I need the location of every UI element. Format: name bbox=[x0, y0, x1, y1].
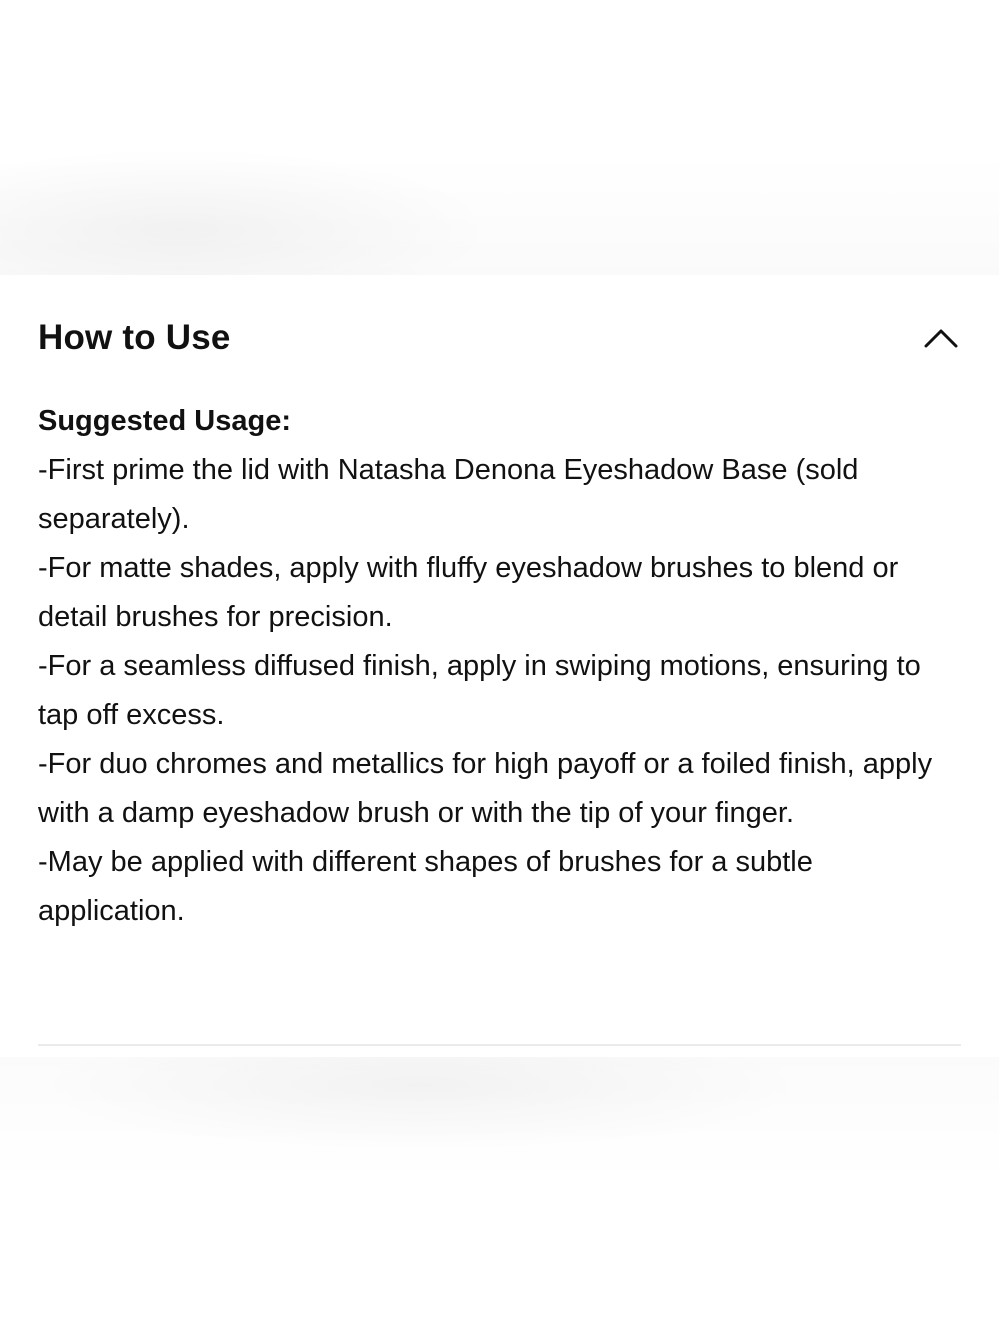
usage-line: -First prime the lid with Natasha Denona Eyeshadow Base (sold separately). bbox=[38, 454, 859, 535]
section-title: How to Use bbox=[38, 318, 231, 357]
usage-line: -For matte shades, apply with fluffy eyeshadow brushes to blend or detail brushes for precision. bbox=[38, 552, 899, 633]
usage-line: -For a seamless diffused finish, apply in swiping motions, ensuring to tap off excess. bbox=[38, 650, 921, 731]
section-content bbox=[38, 397, 938, 936]
background-shade-top bbox=[0, 150, 999, 280]
background-shade-bottom bbox=[0, 1055, 999, 1185]
collapse-toggle-button[interactable] bbox=[921, 318, 961, 358]
section-header[interactable] bbox=[38, 313, 961, 363]
chevron-up-icon bbox=[923, 327, 959, 349]
how-to-use-panel bbox=[0, 275, 999, 1057]
suggested-usage-heading: Suggested Usage: bbox=[38, 405, 291, 437]
section-divider bbox=[38, 1044, 961, 1046]
usage-line: -For duo chromes and metallics for high payoff or a foiled finish, apply with a damp eyeshadow brush or with the tip of your finger. bbox=[38, 748, 933, 829]
usage-line: -May be applied with different shapes of brushes for a subtle application. bbox=[38, 846, 813, 927]
